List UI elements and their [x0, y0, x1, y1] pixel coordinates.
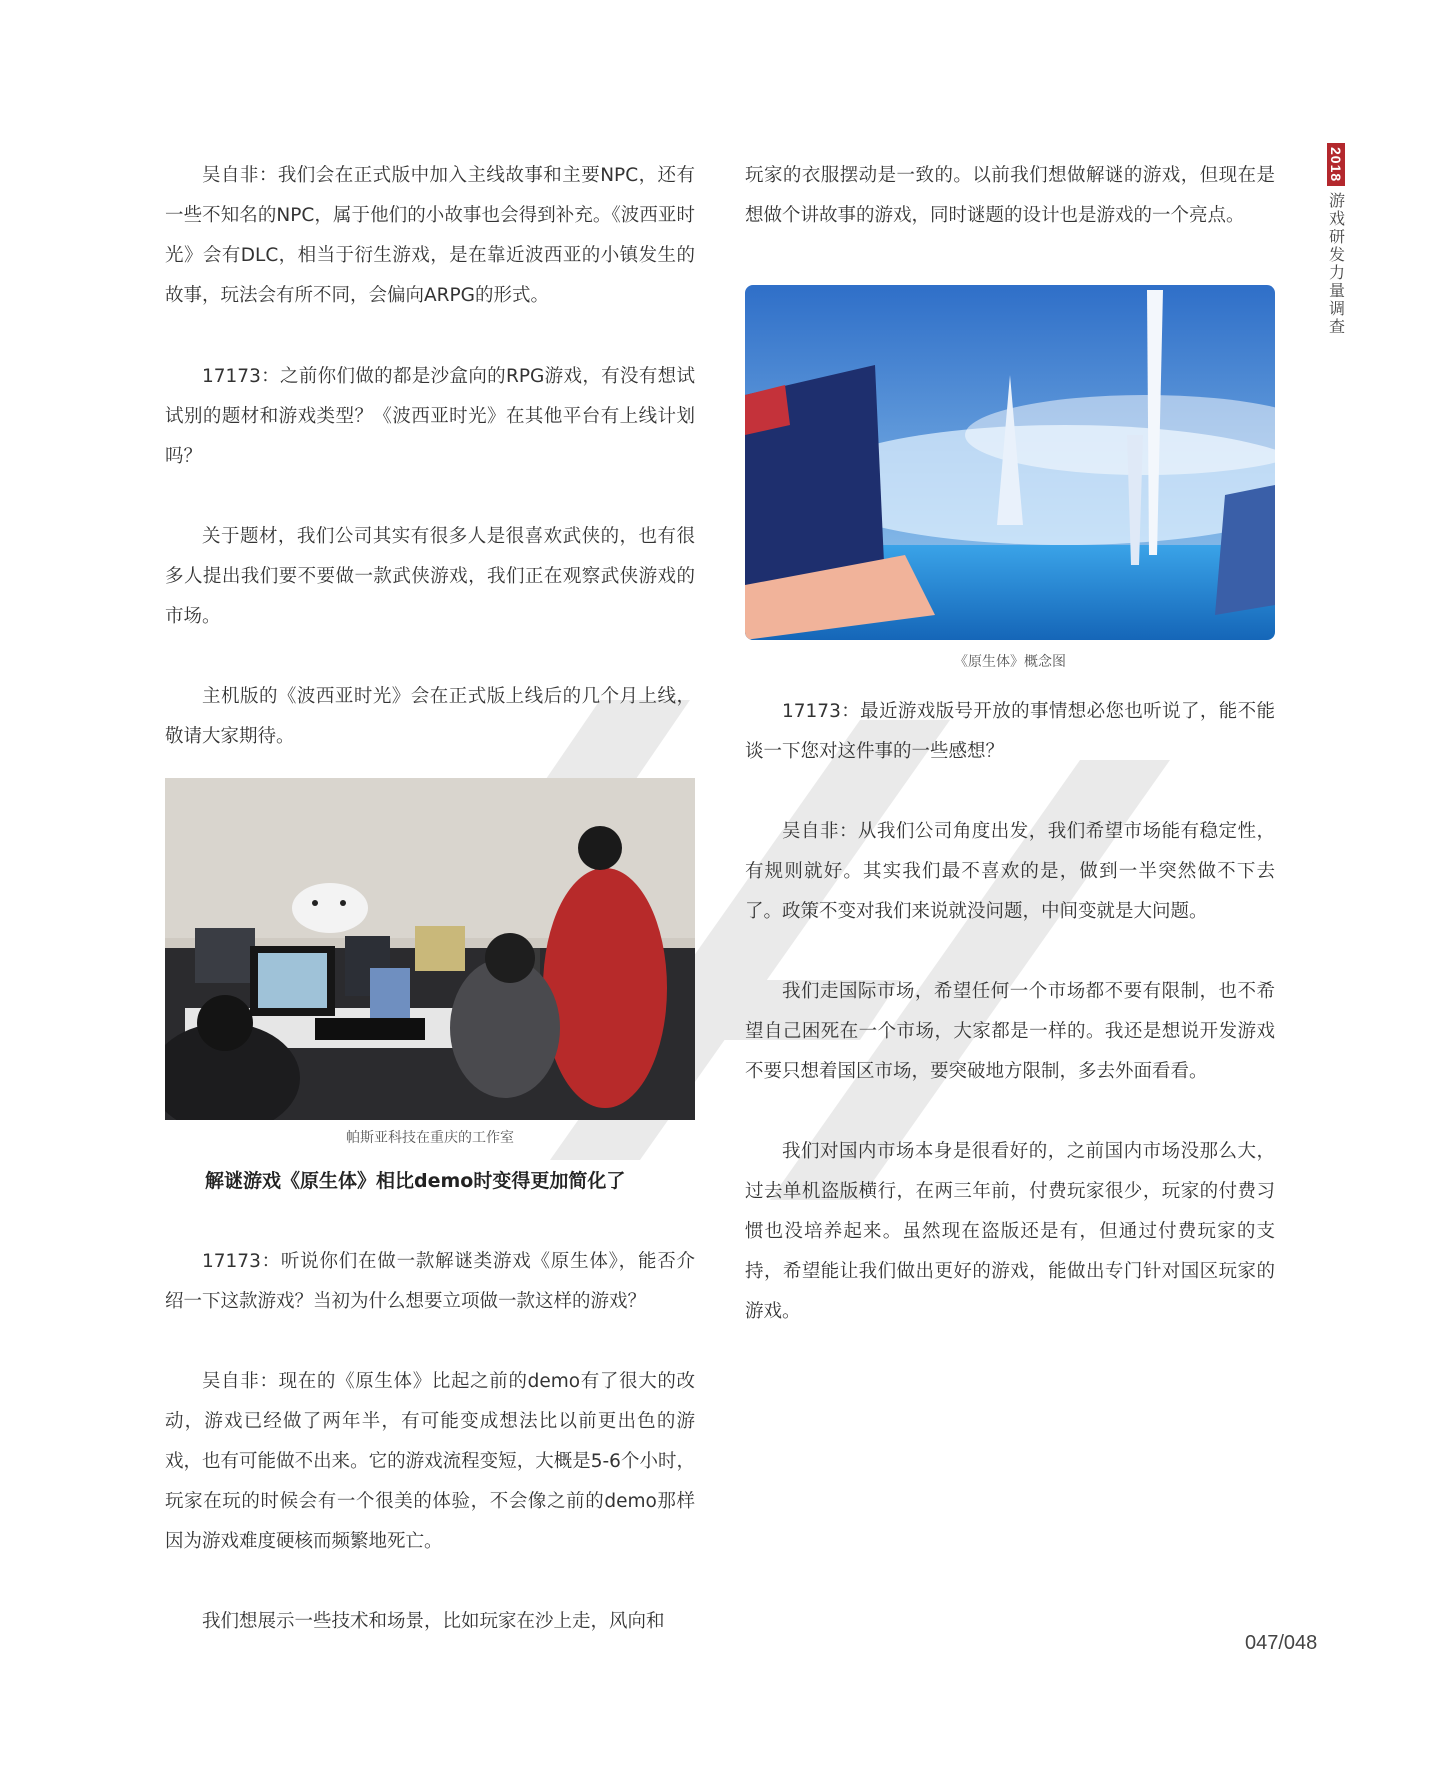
paragraph: 主机版的《波西亚时光》会在正式版上线后的几个月上线，敬请大家期待。 [165, 686, 695, 747]
paragraph: 17173：听说你们在做一款解谜类游戏《原生体》，能否介绍一下这款游戏？当初为什么想要立项做一款这样的游戏？ [165, 1251, 695, 1312]
paragraph: 玩家的衣服摆动是一致的。以前我们想做解谜的游戏，但现在是想做个讲故事的游戏，同时谜题的设计也是游戏的一个亮点。 [745, 165, 1275, 226]
paragraph: 17173：之前你们做的都是沙盒向的RPG游戏，有没有想试试别的题材和游戏类型？《波西亚时光》在其他平台有上线计划吗？ [165, 366, 695, 467]
studio-photo [165, 778, 695, 1120]
paragraph: 关于题材，我们公司其实有很多人是很喜欢武侠的，也有很多人提出我们要不要做一款武侠游戏，我们正在观察武侠游戏的市场。 [165, 526, 695, 627]
running-title-text: 游戏研发力量调查 [1326, 192, 1346, 337]
photo-caption: 帕斯亚科技在重庆的工作室 [346, 1130, 514, 1146]
paragraph: 17173：最近游戏版号开放的事情想必您也听说了，能不能谈一下您对这件事的一些感想？ [745, 701, 1275, 762]
page-number: 047/048 [1245, 1632, 1318, 1654]
paragraph: 吴自非：我们会在正式版中加入主线故事和主要NPC，还有一些不知名的NPC，属于他们的小故事也会得到补充。《波西亚时光》会有DLC，相当于衍生游戏，是在靠近波西亚的小镇发生的故事，玩法会有所不同，会偏向ARPG的形式。 [165, 165, 695, 306]
running-title [1326, 143, 1346, 336]
section-heading: 解谜游戏《原生体》相比demo时变得更加简化了 [205, 1170, 626, 1192]
concept-art-image [745, 285, 1275, 640]
paragraph: 我们对国内市场本身是很看好的，之前国内市场没那么大，过去单机盗版横行，在两三年前，付费玩家很少，玩家的付费习惯也没培养起来。虽然现在盗版还是有，但通过付费玩家的支持，希望能让我们做出更好的游戏，能做出专门针对国区玩家的游戏。 [745, 1141, 1275, 1322]
paragraph: 我们想展示一些技术和场景，比如玩家在沙上走，风向和 [202, 1611, 665, 1632]
image-caption: 《原生体》概念图 [954, 654, 1066, 670]
paragraph: 我们走国际市场，希望任何一个市场都不要有限制，也不希望自己困死在一个市场，大家都是一样的。我还是想说开发游戏不要只想着国区市场，要突破地方限制，多去外面看看。 [745, 981, 1275, 1082]
paragraph: 吴自非：现在的《原生体》比起之前的demo有了很大的改动，游戏已经做了两年半，有可能变成想法比以前更出色的游戏，也有可能做不出来。它的游戏流程变短，大概是5-6个小时，玩家在玩的时候会有一个很美的体验，不会像之前的demo那样因为游戏难度硬核而频繁地死亡。 [165, 1371, 695, 1552]
running-title-year: 2018 [1327, 143, 1345, 186]
paragraph: 吴自非：从我们公司角度出发，我们希望市场能有稳定性，有规则就好。其实我们最不喜欢的是，做到一半突然做不下去了。政策不变对我们来说就没问题，中间变就是大问题。 [745, 821, 1275, 922]
